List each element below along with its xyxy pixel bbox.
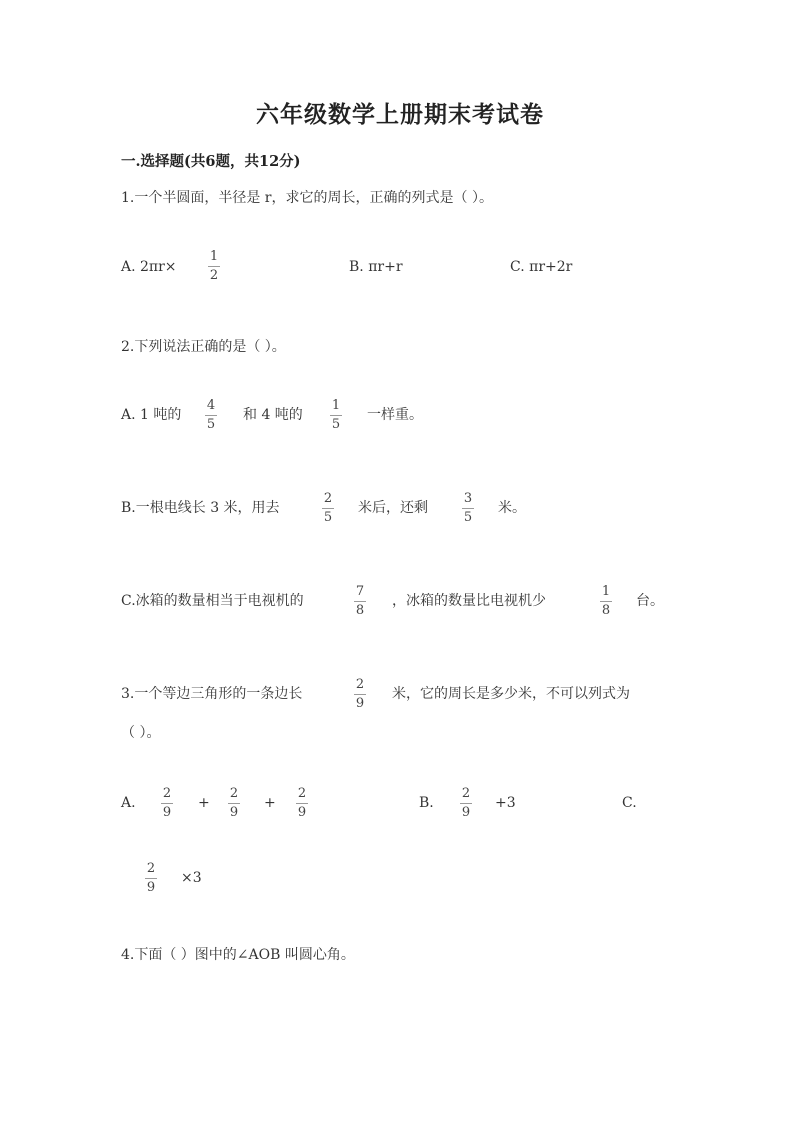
fraction-denominator: 9 [229,805,239,820]
question-3-stem-post: 米，它的周长是多少米，不可以列式为 [392,686,630,702]
fraction-numerator: 2 [323,491,333,506]
question-1-option-a-fraction [208,249,220,283]
fraction-denominator: 8 [355,603,365,618]
fraction-numerator: 2 [146,861,156,876]
question-3-option-c-label: C. [622,795,637,811]
question-2-option-b-fraction-2 [462,491,474,525]
fraction-denominator: 2 [209,268,219,283]
fraction-denominator: 5 [463,510,473,525]
question-1-option-b: B. πr+r [349,259,403,275]
question-2-option-b-post: 米。 [498,500,526,516]
question-2-option-a-fraction-2 [330,398,342,432]
fraction-bar [460,803,472,804]
question-2-option-a-post: 一样重。 [367,407,423,423]
fraction-numerator: 1 [209,249,219,264]
fraction-numerator: 2 [461,786,471,801]
fraction-bar [145,878,157,879]
question-2-option-c-fraction-2 [600,584,612,618]
question-3-option-a-plus-2: + [264,795,276,811]
question-3-option-c-fraction [145,861,157,895]
fraction-bar [330,415,342,416]
fraction-denominator: 9 [461,805,471,820]
question-3-option-a-label: A. [121,795,136,811]
fraction-bar [354,694,366,695]
question-1-option-a-label: A. 2πr× [121,259,177,275]
section-heading: 一.选择题(共6题，共12分) [121,153,301,170]
fraction-numerator: 2 [229,786,239,801]
fraction-numerator: 3 [463,491,473,506]
fraction-bar [296,803,308,804]
fraction-numerator: 4 [206,398,216,413]
question-2-stem: 2.下列说法正确的是（ ）。 [121,339,286,355]
question-3-option-b-label: B. [419,795,434,811]
fraction-bar [354,601,366,602]
fraction-bar [462,508,474,509]
fraction-numerator: 2 [355,677,365,692]
question-3-option-b-fraction [460,786,472,820]
fraction-numerator: 1 [331,398,341,413]
fraction-denominator: 5 [206,417,216,432]
question-3-option-a-fraction-2 [228,786,240,820]
fraction-denominator: 9 [146,880,156,895]
question-1-option-c: C. πr+2r [510,259,573,275]
question-3-option-b-post: +3 [495,795,516,811]
fraction-numerator: 7 [355,584,365,599]
question-2-option-a-fraction-1 [205,398,217,432]
question-3-stem-pre: 3.一个等边三角形的一条边长 [121,686,303,702]
fraction-bar [161,803,173,804]
fraction-denominator: 5 [331,417,341,432]
question-2-option-c-mid: ，冰箱的数量比电视机少 [392,593,546,609]
fraction-numerator: 2 [297,786,307,801]
question-3-stem-fraction [354,677,366,711]
question-2-option-c-fraction-1 [354,584,366,618]
fraction-bar [205,415,217,416]
question-3-option-c-post: ×3 [181,870,202,886]
fraction-numerator: 1 [601,584,611,599]
fraction-bar [600,601,612,602]
fraction-bar [208,266,220,267]
question-1-stem: 1.一个半圆面，半径是 r，求它的周长，正确的列式是（ ）。 [121,190,493,206]
exam-title: 六年级数学上册期末考试卷 [256,101,544,128]
question-2-option-b-fraction-1 [322,491,334,525]
question-3-stem-line-2: （ ）。 [121,725,161,741]
question-2-option-a-mid: 和 4 吨的 [243,407,303,423]
fraction-numerator: 2 [162,786,172,801]
question-3-option-a-fraction-3 [296,786,308,820]
question-2-option-c-post: 台。 [636,593,664,609]
question-2-option-a-pre: A. 1 吨的 [121,407,182,423]
fraction-bar [322,508,334,509]
fraction-denominator: 9 [355,696,365,711]
question-2-option-c-pre: C.冰箱的数量相当于电视机的 [121,593,304,609]
question-3-option-a-fraction-1 [161,786,173,820]
question-3-option-a-plus-1: + [198,795,210,811]
fraction-denominator: 5 [323,510,333,525]
question-2-option-b-pre: B.一根电线长 3 米，用去 [121,500,280,516]
fraction-bar [228,803,240,804]
fraction-denominator: 8 [601,603,611,618]
fraction-denominator: 9 [162,805,172,820]
question-4-stem: 4.下面（ ）图中的∠AOB 叫圆心角。 [121,947,355,963]
question-2-option-b-mid: 米后，还剩 [358,500,428,516]
fraction-denominator: 9 [297,805,307,820]
